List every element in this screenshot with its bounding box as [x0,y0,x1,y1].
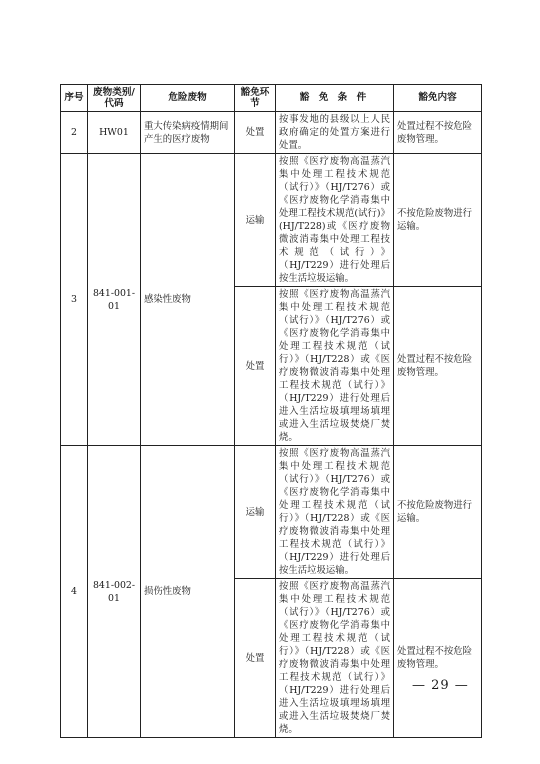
row-content: 处置过程不按危险废物管理。 [394,112,482,154]
row-stage: 运输 [235,154,276,287]
header-content: 豁免内容 [394,85,482,112]
row-content: 不按危险废物进行运输。 [394,154,482,287]
header-no: 序号 [61,85,88,112]
row-condition: 按照《医疗废物高温蒸汽集中处理工程技术规范（试行）》（HJ/T276）或《医疗废物化学消毒集中处理工程技术规范（试行）》（HJ/T228）或《医疗废物微波消毒集中处理工程技术规范（试行）》（HJ/T229）进行处理后按生活垃圾运输。 [276,446,394,579]
row-no: 4 [61,446,88,738]
row-stage: 处置 [235,112,276,154]
row-content: 不按危险废物进行运输。 [394,446,482,579]
table-row [61,154,482,287]
row-no: 3 [61,154,88,446]
table-row [61,112,482,154]
exemption-table [60,84,482,738]
row-condition: 按照《医疗废物高温蒸汽集中处理工程技术规范（试行）》（HJ/T276）或《医疗废物化学消毒集中处理工程技术规范（试行）》（HJ/T228）或《医疗废物微波消毒集中处理工程技术规范（试行）》（HJ/T229）进行处理后进入生活垃圾填埋场填埋或进入生活垃圾焚烧厂焚烧。 [276,287,394,446]
row-content: 处置过程不按危险废物管理。 [394,579,482,738]
row-code: 841-001-01 [88,154,141,446]
row-waste: 损伤性废物 [141,446,235,738]
row-code: 841-002-01 [88,446,141,738]
table-row [61,446,482,579]
row-stage: 处置 [235,287,276,446]
table-header-row [61,85,482,112]
header-waste: 危险废物 [141,85,235,112]
page-number: — 29 — [412,678,469,693]
header-stage: 豁免环节 [235,85,276,112]
row-condition: 按照《医疗废物高温蒸汽集中处理工程技术规范（试行）》（HJ/T276）或《医疗废物化学消毒集中处理工程技术规范(试行)》(HJ/T228)或《医疗废物微波消毒集中处理工程技术规范（试行）》（HJ/T229）进行处理后按生活垃圾运输。 [276,154,394,287]
row-content: 处置过程不按危险废物管理。 [394,287,482,446]
row-waste: 重大传染病疫情期间产生的医疗废物 [141,112,235,154]
row-stage: 处置 [235,579,276,738]
row-waste: 感染性废物 [141,154,235,446]
row-condition: 按照《医疗废物高温蒸汽集中处理工程技术规范（试行）》（HJ/T276）或《医疗废物化学消毒集中处理工程技术规范（试行）》（HJ/T228）或《医疗废物微波消毒集中处理工程技术规范（试行）》（HJ/T229）进行处理后进入生活垃圾填埋场填埋或进入生活垃圾焚烧厂焚烧。 [276,579,394,738]
row-code: HW01 [88,112,141,154]
row-condition: 按事发地的县级以上人民政府确定的处置方案进行处置。 [276,112,394,154]
header-condition: 豁 免 条 件 [276,85,394,112]
row-stage: 运输 [235,446,276,579]
row-no: 2 [61,112,88,154]
header-code: 废物类别/代码 [88,85,141,112]
